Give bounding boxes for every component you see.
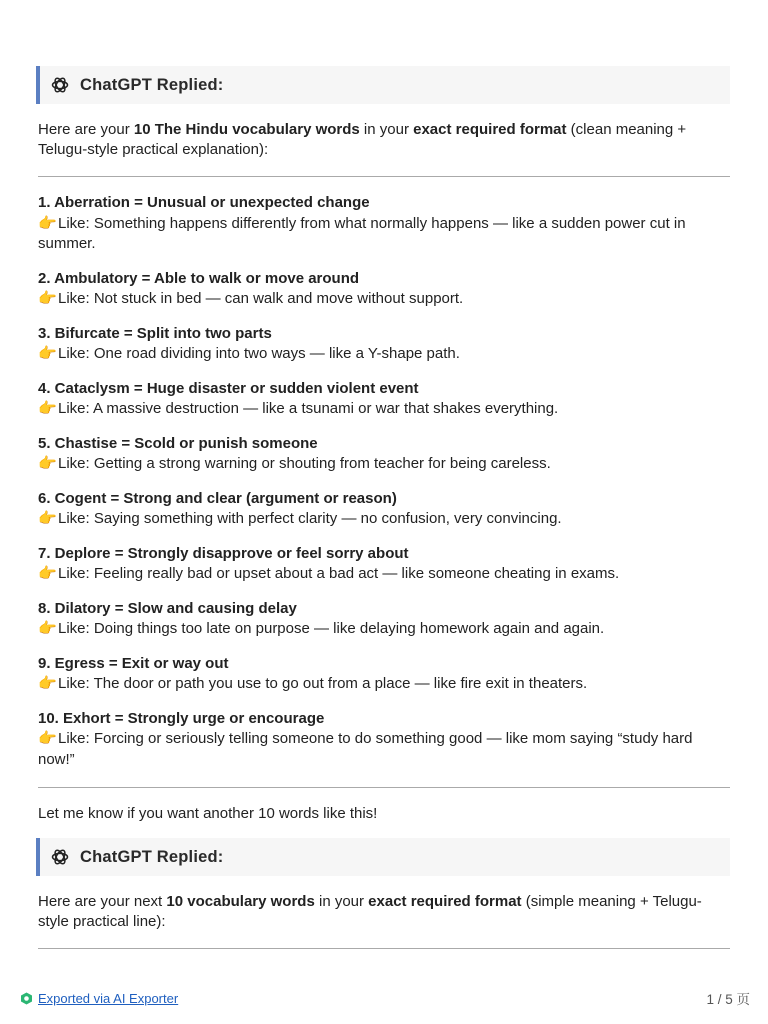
vocab-example-text: Like: The door or path you use to go out from a place — like fire exit in theaters.	[58, 675, 588, 692]
page-number: 1 / 5 页	[706, 992, 750, 1007]
vocab-example	[38, 619, 730, 640]
pointing-hand-icon: 👉	[38, 214, 57, 232]
pointing-hand-icon: 👉	[38, 400, 57, 417]
vocab-example-text: Like: A massive destruction — like a tsunami or war that shakes everything.	[58, 400, 559, 417]
divider	[38, 948, 730, 949]
exporter-link[interactable]: Exported via AI Exporter	[38, 990, 179, 1006]
pointing-hand-icon: 👉	[38, 455, 57, 472]
reply-title: ChatGPT Replied:	[80, 75, 224, 94]
vocab-item	[38, 544, 730, 585]
vocab-example	[38, 564, 730, 585]
vocab-example-text: Like: Something happens differently from what normally happens — like a sudden power cut in summer.	[38, 214, 686, 252]
reply-header	[36, 66, 730, 104]
divider	[38, 787, 730, 788]
chatgpt-logo-icon	[50, 75, 70, 95]
ai-exporter-icon	[20, 992, 33, 1005]
reply-block	[38, 66, 730, 824]
vocab-term: 7. Deplore = Strongly disapprove or feel sorry about	[38, 544, 409, 562]
vocab-item	[38, 269, 730, 310]
page-footer	[20, 988, 750, 1008]
vocab-term: 3. Bifurcate = Split into two parts	[38, 324, 272, 342]
vocab-item	[38, 324, 730, 365]
reply-intro: Here are your next 10 vocabulary words in your exact required format (simple meaning + Telugu-style practical line):	[38, 893, 702, 930]
vocab-term: 9. Egress = Exit or way out	[38, 654, 229, 672]
vocab-example-text: Like: Feeling really bad or upset about a bad act — like someone cheating in exams.	[58, 565, 620, 582]
vocab-term: 2. Ambulatory = Able to walk or move around	[38, 269, 360, 287]
vocab-example	[38, 289, 730, 310]
vocab-item	[38, 709, 730, 771]
vocab-item	[38, 654, 730, 695]
conversation-page	[38, 66, 730, 949]
vocab-item	[38, 599, 730, 640]
vocab-example-text: Like: Saying something with perfect clarity — no confusion, very convincing.	[58, 510, 562, 527]
reply-title: ChatGPT Replied:	[80, 847, 224, 866]
vocab-example-text: Like: Doing things too late on purpose — like delaying homework again and again.	[58, 620, 605, 637]
vocab-example-text: Like: Forcing or seriously telling someone to do something good — like mom saying “study hard now!”	[38, 730, 693, 768]
vocab-example	[38, 399, 730, 420]
pointing-hand-icon: 👉	[38, 290, 57, 307]
pointing-hand-icon: 👉	[38, 565, 57, 582]
vocab-list	[38, 193, 730, 770]
reply-block	[38, 838, 730, 949]
vocab-example-text: Like: Getting a strong warning or shouting from teacher for being careless.	[58, 455, 551, 472]
pointing-hand-icon: 👉	[38, 730, 57, 747]
vocab-term: 4. Cataclysm = Huge disaster or sudden violent event	[38, 379, 419, 397]
reply-intro: Here are your 10 The Hindu vocabulary words in your exact required format (clean meaning + Telugu-style practical explanation):	[38, 121, 687, 158]
vocab-item	[38, 193, 730, 255]
vocab-example	[38, 454, 730, 475]
pointing-hand-icon: 👉	[38, 620, 57, 637]
vocab-example	[38, 674, 730, 695]
vocab-item	[38, 379, 730, 420]
vocab-item	[38, 434, 730, 475]
reply-closing: Let me know if you want another 10 words like this!	[38, 805, 378, 822]
vocab-term: 10. Exhort = Strongly urge or encourage	[38, 709, 325, 727]
vocab-term: 1. Aberration = Unusual or unexpected change	[38, 194, 370, 211]
reply-header	[36, 838, 730, 876]
pointing-hand-icon: 👉	[38, 345, 57, 362]
pointing-hand-icon: 👉	[38, 510, 57, 527]
vocab-item	[38, 489, 730, 530]
vocab-example	[38, 509, 730, 530]
divider	[38, 176, 730, 177]
chatgpt-logo-icon	[50, 847, 70, 867]
vocab-example-text: Like: One road dividing into two ways — like a Y-shape path.	[58, 345, 460, 362]
vocab-example	[38, 344, 730, 365]
vocab-term: 6. Cogent = Strong and clear (argument or reason)	[38, 489, 397, 507]
vocab-example-text: Like: Not stuck in bed — can walk and move without support.	[58, 290, 464, 307]
vocab-example	[38, 214, 730, 255]
vocab-example	[38, 729, 730, 770]
vocab-term: 5. Chastise = Scold or punish someone	[38, 434, 318, 452]
pointing-hand-icon: 👉	[38, 675, 57, 692]
vocab-term: 8. Dilatory = Slow and causing delay	[38, 599, 297, 617]
